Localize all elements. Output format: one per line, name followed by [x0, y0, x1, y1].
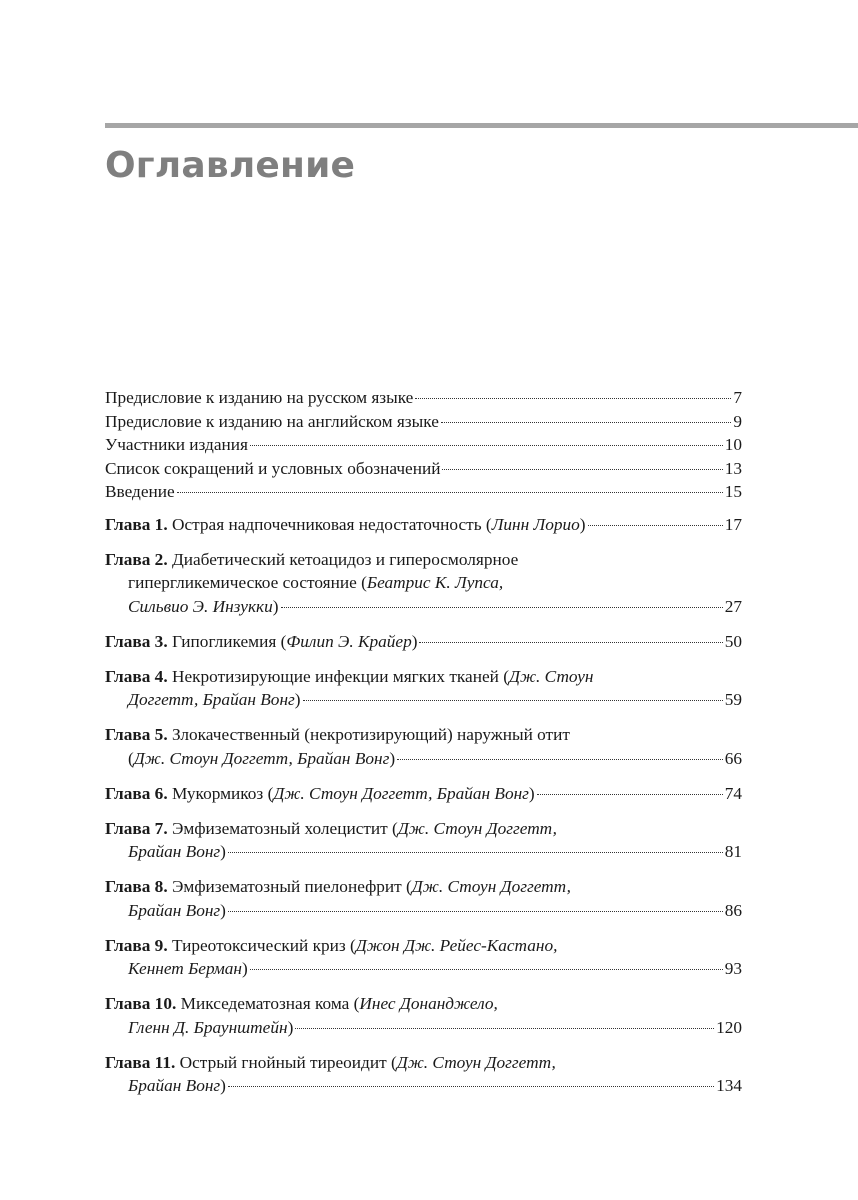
chapter-title: Мукормикоз: [171, 783, 264, 803]
page-number: 9: [733, 411, 742, 431]
chapter-title: Диабетический кетоацидоз и гиперосмолярное: [171, 549, 519, 569]
page-number: 86: [724, 900, 742, 920]
dot-leader: [295, 1028, 714, 1029]
header-rule: [105, 123, 858, 128]
chapter-authors-continued: Брайан Вонг: [128, 842, 221, 861]
chapter-label: Глава 8.: [105, 877, 168, 896]
chapter-authors: Дж. Стоун Доггетт, Брайан Вонг: [133, 748, 390, 768]
dot-leader: [228, 852, 723, 853]
dot-leader: [442, 469, 722, 470]
dot-leader: [281, 607, 723, 608]
chapter-authors: Джон Дж. Рейес-Кастано,: [355, 935, 558, 955]
dot-leader: [250, 969, 723, 970]
toc-entry-introduction[interactable]: [105, 480, 742, 504]
chapter-title: Гипогликемия: [171, 631, 277, 651]
chapter-authors-continued: Брайан Вонг: [128, 1076, 221, 1095]
chapter-label: Глава 6.: [105, 783, 168, 803]
toc-entry-chapter-4[interactable]: Глава 4. Некротизирующие инфекции мягких тканей (Дж. Стоун Доггетт, Брайан Вонг) 59: [105, 665, 742, 712]
dot-leader: [228, 1086, 714, 1087]
page-number: 93: [724, 959, 742, 978]
toc-entry-chapter-3[interactable]: Глава 3. Гипогликемия (Филип Э. Крайер) 50: [105, 630, 742, 654]
dot-leader: [441, 422, 731, 423]
page-number: 13: [724, 458, 742, 478]
toc-entry-foreword-english[interactable]: [105, 410, 742, 434]
chapter-authors-continued: Доггетт, Брайан Вонг: [128, 690, 295, 709]
chapter-authors: Дж. Стоун Доггетт, Брайан Вонг: [273, 783, 529, 803]
chapter-title: Острый гнойный тиреоидит: [179, 1052, 387, 1072]
chapter-title: Эмфизематозный пиелонефрит: [171, 877, 402, 896]
toc-entry-chapter-2[interactable]: Глава 2. Диабетический кетоацидоз и гиперосмолярное гипергликемическое состояние (Беатрис К. Лупса, Сильвио Э. Инзукки) 27: [105, 548, 742, 619]
page-title: Оглавление: [105, 145, 356, 186]
chapter-authors-continued: Брайан Вонг: [128, 900, 221, 920]
chapter-authors: Линн Лорио: [491, 514, 580, 534]
toc-entry-chapter-8[interactable]: Глава 8. Эмфизематозный пиелонефрит (Дж. Стоун Доггетт, Брайан Вонг) 86: [105, 875, 742, 922]
chapter-authors: Дж. Стоун Доггетт,: [411, 877, 571, 896]
page-number: 59: [724, 690, 742, 709]
chapter-authors-continued: Кеннет Берман: [128, 959, 242, 978]
table-of-contents: [105, 386, 742, 1098]
page-number: 27: [724, 596, 742, 616]
chapter-authors: Дж. Стоун Доггетт,: [396, 1052, 556, 1072]
dot-leader: [419, 642, 722, 643]
chapter-title: Эмфизематозный холецистит: [171, 818, 388, 838]
page-number: 50: [724, 631, 742, 651]
toc-entry-chapter-6[interactable]: Глава 6. Мукормикоз (Дж. Стоун Доггетт, Брайан Вонг) 74: [105, 782, 742, 806]
chapter-title: Некротизирующие инфекции мягких тканей: [171, 666, 499, 686]
entry-title: Предисловие к изданию на английском языке: [105, 411, 439, 431]
chapter-authors-continued: Гленн Д. Браунштейн: [128, 1017, 288, 1037]
dot-leader: [415, 398, 731, 399]
chapter-authors: Филип Э. Крайер: [286, 631, 412, 651]
chapter-label: Глава 1.: [105, 514, 168, 534]
page-number: 7: [733, 388, 742, 407]
chapter-label: Глава 4.: [105, 666, 168, 686]
dot-leader: [397, 759, 723, 760]
page-number: 81: [724, 842, 742, 861]
toc-entry-chapter-11[interactable]: Глава 11. Острый гнойный тиреоидит (Дж. Стоун Доггетт, Брайан Вонг) 134: [105, 1051, 742, 1098]
page-number: 66: [724, 748, 742, 768]
chapter-authors: Беатрис К. Лупса,: [366, 573, 504, 592]
dot-leader: [537, 794, 723, 795]
toc-entry-chapter-9[interactable]: Глава 9. Тиреотоксический криз (Джон Дж. Рейес-Кастано, Кеннет Берман) 93: [105, 934, 742, 981]
chapter-authors: Инес Донанджело,: [359, 994, 498, 1013]
entry-title: Список сокращений и условных обозначений: [105, 458, 441, 478]
page-number: 10: [724, 435, 742, 454]
dot-leader: [177, 492, 723, 493]
entry-title: Участники издания: [105, 435, 248, 454]
toc-entry-chapter-7[interactable]: Глава 7. Эмфизематозный холецистит (Дж. Стоун Доггетт, Брайан Вонг) 81: [105, 817, 742, 864]
chapter-label: Глава 11.: [105, 1052, 176, 1072]
toc-entry-foreword-russian[interactable]: [105, 386, 742, 410]
chapter-title: Острая надпочечниковая недостаточность: [171, 514, 482, 534]
chapter-title: Микседематозная кома: [180, 994, 350, 1013]
chapter-authors-continued: Сильвио Э. Инзукки: [128, 596, 273, 616]
chapter-label: Глава 3.: [105, 631, 168, 651]
chapter-label: Глава 9.: [105, 935, 168, 955]
dot-leader: [228, 911, 723, 912]
chapter-title: Злокачественный (некротизирующий) наружный отит: [171, 725, 570, 744]
chapter-authors: Дж. Стоун Доггетт,: [397, 818, 557, 838]
toc-entry-abbreviations[interactable]: [105, 457, 742, 481]
chapter-title: Тиреотоксический криз: [171, 935, 346, 955]
entry-title: Предисловие к изданию на русском языке: [105, 388, 414, 407]
chapter-label: Глава 7.: [105, 818, 168, 838]
page-number: 74: [724, 783, 742, 803]
entry-title: Введение: [105, 482, 175, 501]
toc-entry-contributors[interactable]: [105, 433, 742, 457]
chapter-label: Глава 10.: [105, 994, 177, 1013]
chapter-label: Глава 5.: [105, 725, 168, 744]
chapter-title-continued: гипергликемическое состояние: [128, 573, 357, 592]
dot-leader: [588, 525, 723, 526]
chapter-authors: Дж. Стоун: [508, 666, 594, 686]
toc-entry-chapter-10[interactable]: Глава 10. Микседематозная кома (Инес Донанджело, Гленн Д. Браунштейн) 120: [105, 992, 742, 1039]
chapter-label: Глава 2.: [105, 549, 168, 569]
page-number: 17: [724, 514, 742, 534]
toc-entry-chapter-1[interactable]: Глава 1. Острая надпочечниковая недостаточность (Линн Лорио) 17: [105, 513, 742, 537]
page-number: 134: [716, 1076, 742, 1095]
page-number: 15: [724, 482, 742, 501]
toc-entry-chapter-5[interactable]: Глава 5. Злокачественный (некротизирующий) наружный отит (Дж. Стоун Доггетт, Брайан Вонг) 66: [105, 723, 742, 770]
page-number: 120: [716, 1017, 742, 1037]
dot-leader: [303, 700, 723, 701]
dot-leader: [250, 445, 723, 446]
